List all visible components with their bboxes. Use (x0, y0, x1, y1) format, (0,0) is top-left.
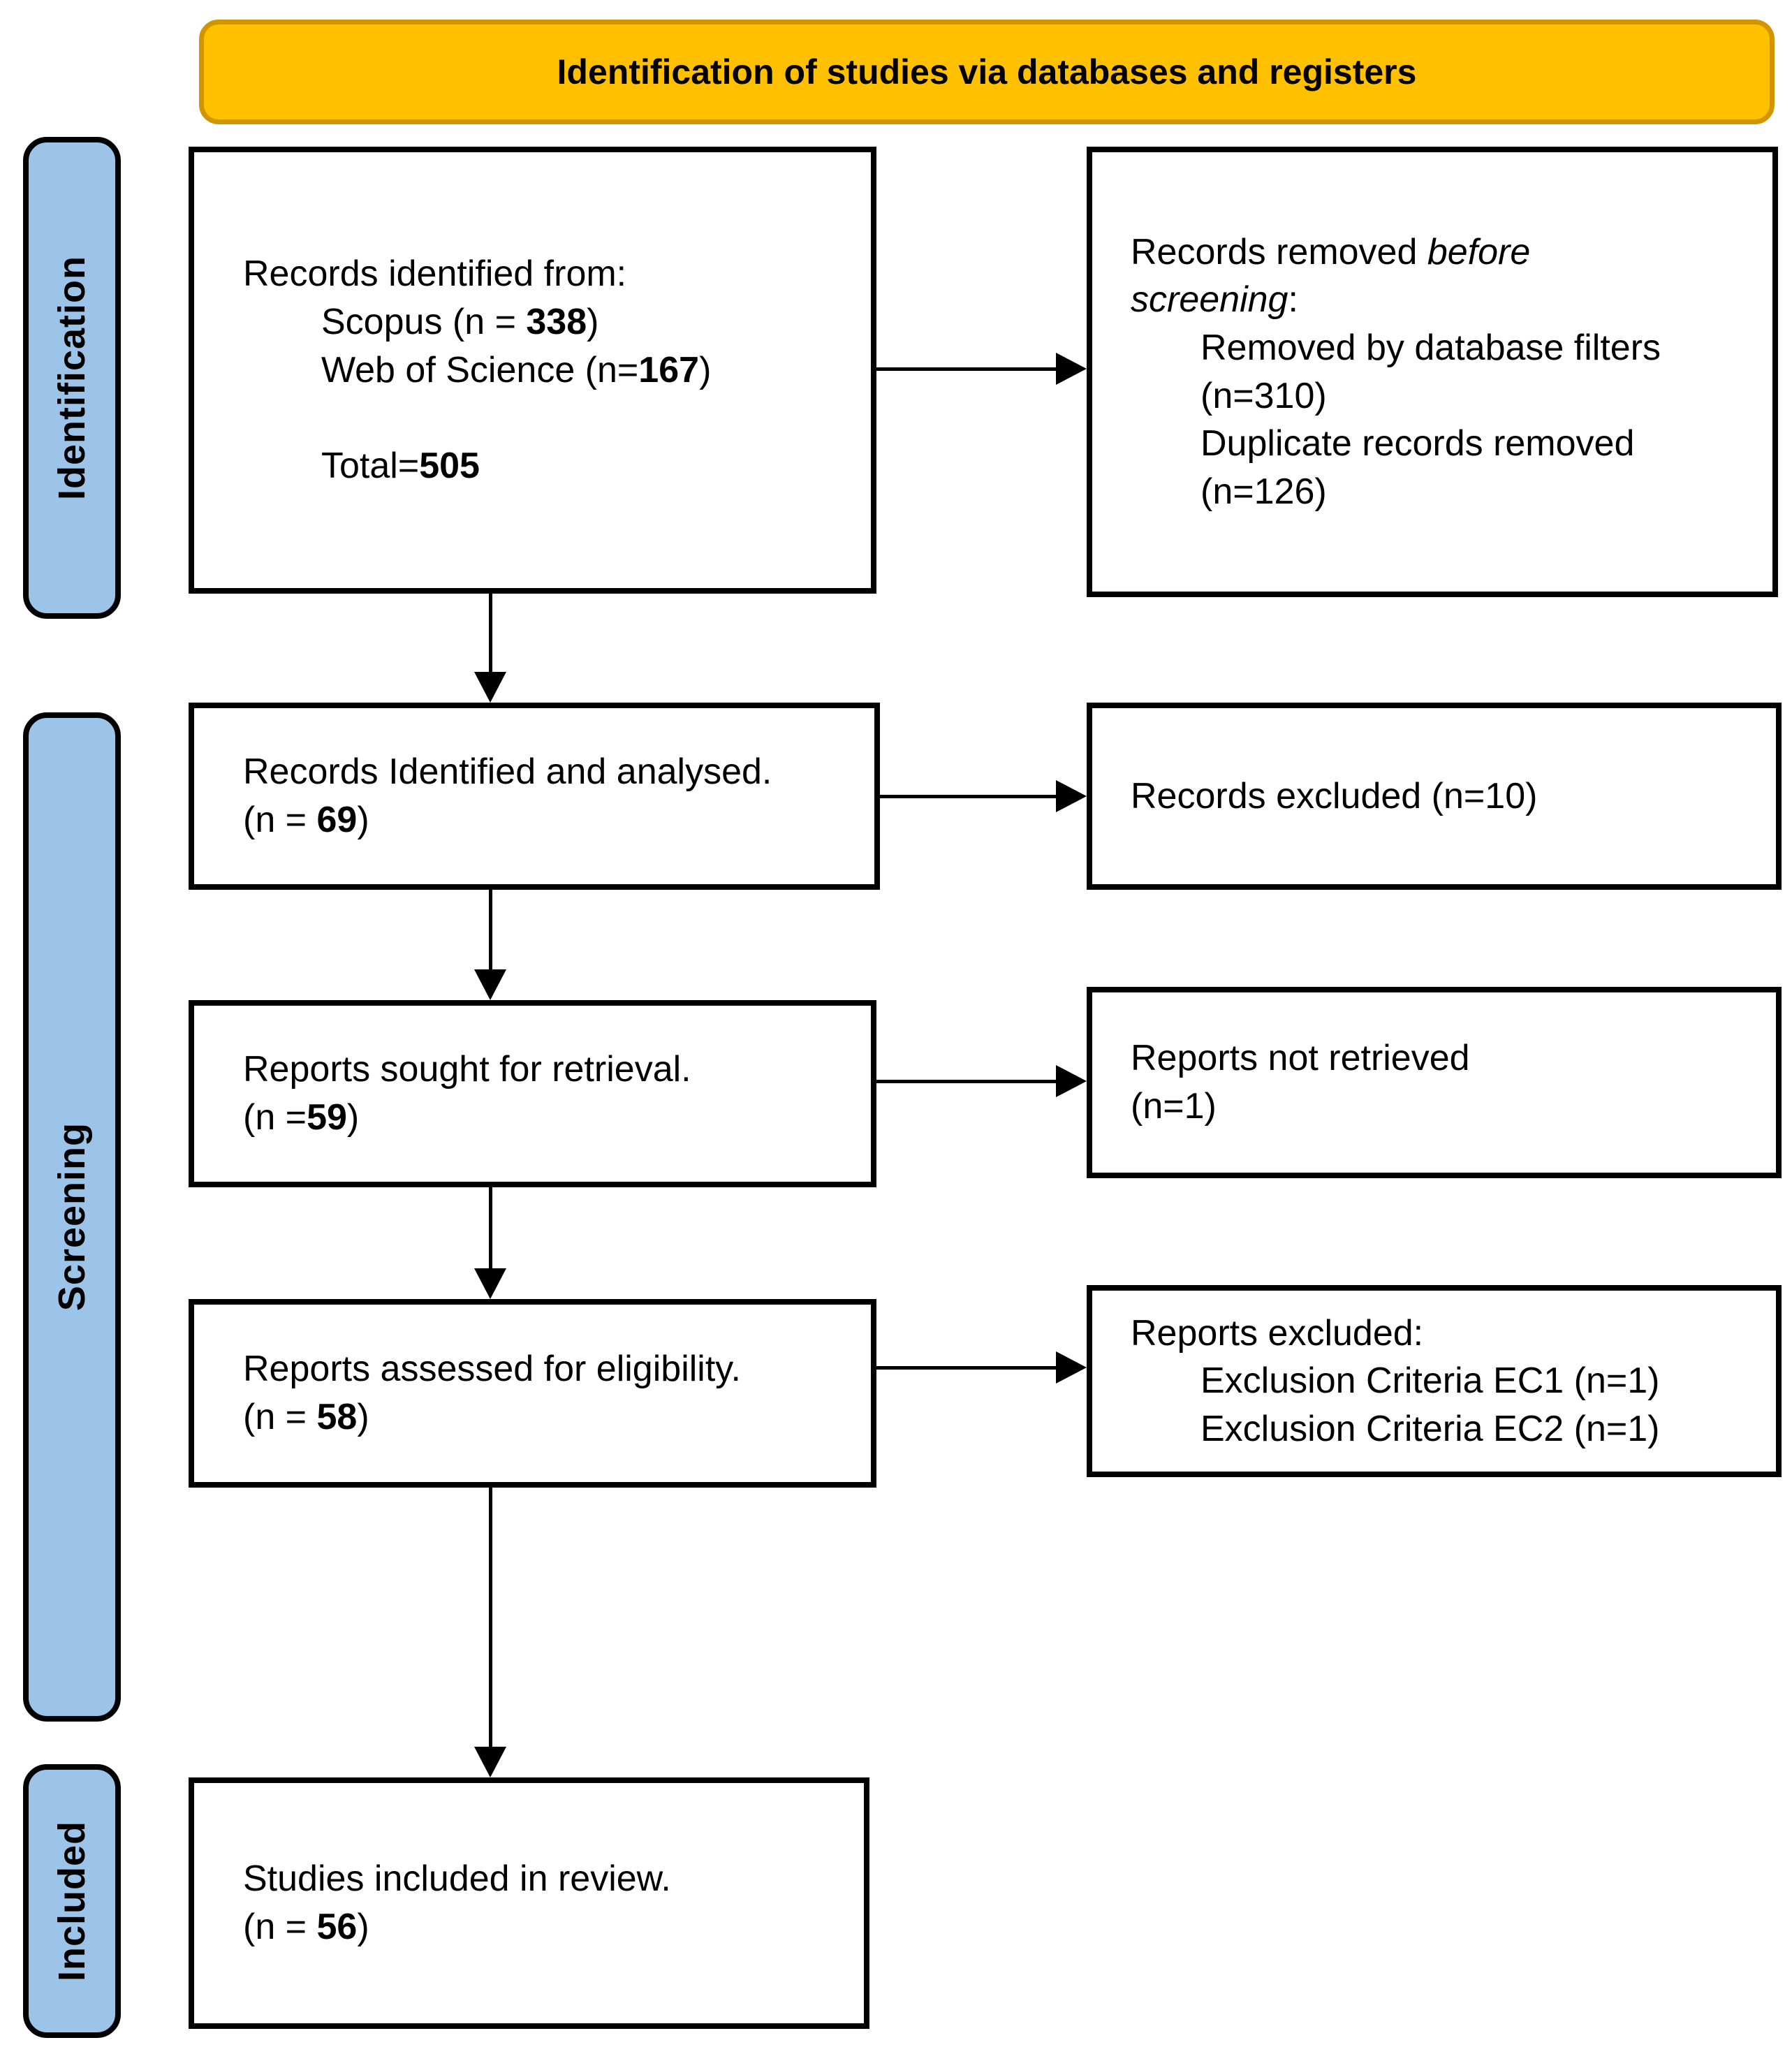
text-line (194, 1855, 864, 1903)
text-segment: : (1288, 279, 1298, 321)
stage-bar-screening (23, 712, 121, 1722)
text-segment: ) (699, 349, 712, 390)
text-segment-italic: before (1427, 231, 1531, 272)
text-segment: ) (357, 800, 369, 840)
text-line (1092, 324, 1772, 372)
blank-line (194, 394, 871, 442)
connector-line-analysed-to-sought (489, 890, 492, 969)
text-line (194, 1046, 871, 1094)
text-segment: Exclusion Criteria EC2 (n=1) (1200, 1408, 1660, 1449)
text-segment: Duplicate records removed (1200, 423, 1635, 464)
box-records-excluded (1087, 703, 1782, 890)
stage-label-included: Included (51, 1820, 93, 1981)
text-line (1092, 1083, 1776, 1131)
text-line (194, 346, 871, 395)
text-line (1092, 420, 1772, 468)
box-reports-sought (189, 1000, 876, 1187)
arrowhead-right-icon (1056, 1065, 1087, 1097)
banner-title: Identification of studies via databases and registers (557, 52, 1417, 91)
text-segment: Total= (321, 446, 420, 487)
connector-line-analysed-to-excluded (880, 795, 1056, 798)
arrowhead-down-icon (474, 969, 506, 1000)
text-segment: Removed by database filters (1200, 327, 1661, 368)
text-segment: ) (587, 301, 599, 342)
text-line (194, 748, 874, 796)
connector-line-assessed-to-reports-excluded (876, 1366, 1056, 1370)
text-line (1092, 1357, 1776, 1405)
text-line (194, 1903, 864, 1951)
text-segment-bold: 505 (419, 446, 480, 487)
text-line (1092, 372, 1772, 420)
stage-label-screening: Screening (51, 1122, 93, 1312)
connector-line-assessed-to-included (489, 1488, 492, 1747)
box-records-analysed (189, 703, 880, 890)
text-segment: Records excluded (n=10) (1131, 775, 1538, 816)
arrowhead-right-icon (1056, 1351, 1087, 1384)
text-segment: (n=1) (1131, 1086, 1217, 1127)
text-line (194, 442, 871, 490)
text-segment: (n = (243, 800, 317, 840)
text-segment-bold: 338 (526, 301, 587, 342)
arrowhead-down-icon (474, 672, 506, 703)
text-segment: Reports assessed for eligibility. (243, 1349, 741, 1390)
text-segment: Records Identified and analysed. (243, 751, 772, 793)
arrowhead-right-icon (1056, 353, 1087, 385)
connector-line-sought-to-assessed (489, 1187, 492, 1268)
text-segment: Reports not retrieved (1131, 1038, 1470, 1079)
text-line (194, 1094, 871, 1142)
text-line (1092, 1310, 1776, 1358)
text-segment: (n=126) (1200, 471, 1327, 512)
text-segment: (n = (243, 1907, 317, 1947)
text-segment: Scopus (n = (321, 301, 527, 342)
text-line (194, 1345, 871, 1393)
text-line (194, 1393, 871, 1442)
text-segment-bold: 56 (316, 1907, 358, 1947)
text-line (194, 250, 871, 298)
text-segment-bold: 59 (307, 1097, 347, 1138)
text-segment: ) (357, 1397, 369, 1437)
box-studies-included (189, 1777, 869, 2029)
arrowhead-right-icon (1056, 780, 1087, 812)
text-segment: Studies included in review. (243, 1858, 671, 1900)
text-segment-bold: 167 (638, 349, 700, 390)
text-segment: Reports sought for retrieval. (243, 1049, 691, 1090)
text-line (1092, 276, 1772, 324)
text-line (1092, 1405, 1776, 1453)
text-line (1092, 1034, 1776, 1083)
arrowhead-down-icon (474, 1747, 506, 1777)
text-segment: (n=310) (1200, 375, 1327, 416)
stage-bar-included (23, 1764, 121, 2038)
text-segment: Records identified from: (243, 254, 627, 295)
box-reports-excluded (1087, 1285, 1782, 1477)
text-line (194, 298, 871, 346)
banner (199, 20, 1775, 124)
text-segment: ) (346, 1097, 360, 1138)
text-segment: Reports excluded: (1131, 1312, 1424, 1354)
text-segment: Records removed (1131, 231, 1427, 272)
text-line (1092, 228, 1772, 277)
stage-bar-identification (23, 137, 121, 619)
box-records-removed-before-screening (1087, 147, 1778, 597)
box-reports-not-retrieved (1087, 987, 1782, 1178)
text-segment: (n = (243, 1097, 307, 1138)
text-segment: Web of Science (n= (321, 349, 639, 390)
text-segment-bold: 69 (316, 800, 358, 840)
connector-line-identified-to-analysed (489, 594, 492, 672)
connector-line-identified-to-removed (876, 367, 1056, 371)
text-line (1092, 772, 1776, 821)
text-segment: ) (357, 1907, 369, 1947)
arrowhead-down-icon (474, 1268, 506, 1299)
text-line (1092, 468, 1772, 516)
connector-line-sought-to-not-retrieved (876, 1080, 1056, 1083)
text-segment: (n = (243, 1397, 317, 1437)
text-segment: Exclusion Criteria EC1 (n=1) (1200, 1360, 1660, 1402)
box-reports-assessed (189, 1299, 876, 1488)
box-records-identified (189, 147, 876, 594)
text-segment-italic: screening (1131, 279, 1288, 321)
text-segment-bold: 58 (316, 1397, 358, 1437)
stage-label-identification: Identification (51, 256, 93, 500)
text-line (194, 796, 874, 844)
